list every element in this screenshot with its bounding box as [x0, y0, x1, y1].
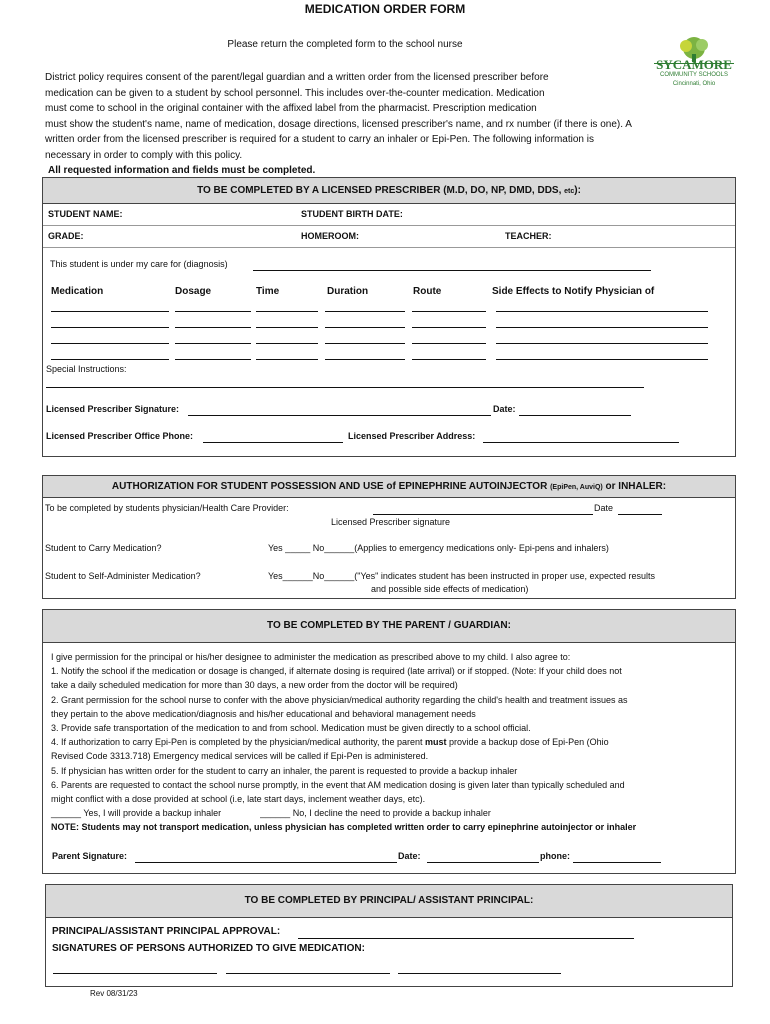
parent-item: 3. Provide safe transportation of the medication to and from school. Medication must be given directly to a school official. [51, 723, 531, 734]
prescriber-address-label: Licensed Prescriber Address: [348, 431, 476, 441]
principal-approval-field[interactable] [298, 938, 634, 939]
medication-field[interactable] [51, 359, 169, 360]
medication-field[interactable] [51, 311, 169, 312]
col-duration: Duration [327, 286, 369, 297]
parent-item-bold: must [425, 737, 447, 748]
parent-agreement [51, 650, 735, 835]
principal-header: TO BE COMPLETED BY PRINCIPAL/ ASSISTANT PRINCIPAL: [46, 885, 732, 918]
col-medication: Medication [51, 286, 104, 297]
prescriber-signature-field[interactable] [188, 415, 491, 416]
medication-field[interactable] [256, 327, 318, 328]
required-note: All requested information and fields must be completed. [48, 165, 316, 176]
medication-field[interactable] [325, 327, 405, 328]
medication-field[interactable] [175, 311, 251, 312]
medication-field[interactable] [256, 359, 318, 360]
parent-phone-field[interactable] [573, 862, 661, 863]
parent-item: might conflict with a dose provided at school (i.e, late start days, inclement weather days, etc). [51, 794, 426, 805]
policy-text [45, 70, 735, 179]
medication-field[interactable] [412, 343, 486, 344]
prescriber-section [42, 177, 736, 457]
medication-field[interactable] [412, 311, 486, 312]
grade-label: GRADE: [48, 231, 84, 241]
prescriber-date-field[interactable] [519, 415, 631, 416]
provider-date-label: Date [594, 503, 614, 513]
inhaler-no-option[interactable]: ______ No, I decline the need to provide a backup inhaler [260, 808, 491, 819]
parent-phone-label: phone: [540, 851, 570, 861]
parent-item: 1. Notify the school if the medication or dosage is changed, if alternate dosing is required (late arrival) or if stopped. (Note: If your child does not [51, 666, 622, 677]
provider-signature-caption: Licensed Prescriber signature [331, 517, 451, 527]
authorization-header [43, 476, 735, 498]
auth-header-small: (EpiPen, AuviQ) [550, 484, 603, 491]
inhaler-choice-row [51, 806, 735, 820]
prescriber-phone-field[interactable] [203, 442, 343, 443]
col-time: Time [256, 286, 280, 297]
principal-section [45, 884, 733, 987]
medication-field[interactable] [256, 311, 318, 312]
divider [43, 247, 735, 248]
birth-date-label: STUDENT BIRTH DATE: [301, 209, 403, 219]
parent-date-label: Date: [398, 851, 421, 861]
parent-note: NOTE: Students may not transport medication, unless physician has completed written order to carry epinephrine autoinjector or inhaler [51, 822, 637, 833]
teacher-label: TEACHER: [505, 231, 552, 241]
provider-label: To be completed by students physician/Health Care Provider: [45, 503, 289, 513]
col-side-effects: Side Effects to Notify Physician of [492, 286, 655, 297]
parent-header: TO BE COMPLETED BY THE PARENT / GUARDIAN: [43, 610, 735, 643]
prescriber-header [43, 178, 735, 204]
logo-name: SYCAMORE [656, 57, 732, 72]
prescriber-header-text: TO BE COMPLETED BY A LICENSED PRESCRIBER (M.D, DO, NP, DMD, DDS, [197, 185, 562, 196]
policy-line: necessary in order to comply with this policy. [45, 149, 243, 161]
homeroom-label: HOMEROOM: [301, 231, 359, 241]
parent-signature-field[interactable] [135, 862, 397, 863]
divider [43, 225, 735, 226]
parent-item: 6. Parents are requested to contact the school nurse promptly, in the event that AM medication dosing is given later than typically scheduled and [51, 779, 625, 790]
medication-field[interactable] [325, 311, 405, 312]
authorized-signatures-label: SIGNATURES OF PERSONS AUTHORIZED TO GIVE MEDICATION: [52, 943, 365, 954]
logo-sub: COMMUNITY SCHOOLS [660, 72, 728, 78]
policy-line: District policy requires consent of the parent/legal guardian and a written order from the licensed prescriber before [45, 72, 549, 83]
medication-field[interactable] [175, 359, 251, 360]
provider-date-field[interactable] [618, 514, 662, 515]
medication-field[interactable] [175, 343, 251, 344]
self-admin-label: Student to Self-Administer Medication? [45, 571, 201, 581]
medication-field[interactable] [325, 343, 405, 344]
carry-label: Student to Carry Medication? [45, 543, 162, 553]
authorization-section [42, 475, 736, 599]
prescriber-header-end: ): [574, 185, 581, 196]
policy-line: must show the student's name, name of medication, dosage directions, licensed prescriber's name, and rx number (if there is one). A [45, 118, 632, 130]
auth-header-end: or INHALER: [605, 481, 667, 492]
parent-item: Revised Code 3313.718) Emergency medical services will be called if Epi-Pen is administered. [51, 751, 429, 762]
logo-tag: Cincinnati, Ohio [672, 81, 716, 87]
medication-field[interactable] [412, 327, 486, 328]
authorized-signature-field-1[interactable] [53, 973, 217, 974]
parent-section [42, 609, 736, 874]
authorized-signature-field-2[interactable] [226, 973, 390, 974]
self-admin-options[interactable]: Yes______No______("Yes" indicates student has been instructed in proper use, expected results [268, 571, 655, 581]
form-subtitle: Please return the completed form to the school nurse [227, 39, 463, 50]
self-admin-options-cont: and possible side effects of medication) [371, 584, 529, 594]
provider-signature-field[interactable] [373, 514, 593, 515]
revision-date: Rev 08/31/23 [90, 989, 138, 998]
col-dosage: Dosage [175, 286, 212, 297]
parent-item: take a daily scheduled medication for more than 30 days, a new order from the doctor will be required) [51, 680, 458, 691]
medication-field[interactable] [325, 359, 405, 360]
form-title: MEDICATION ORDER FORM [304, 2, 466, 16]
col-route: Route [413, 286, 442, 297]
medication-field[interactable] [496, 327, 708, 328]
prescriber-date-label: Date: [493, 404, 516, 414]
policy-line: written order from the licensed prescriber is required for a student to carry an inhaler or Epi-Pen. The following information is [45, 134, 594, 145]
parent-item: 5. If physician has written order for the student to carry an inhaler, the parent is requested to provide a backup inhaler [51, 765, 518, 776]
special-instructions-label: Special Instructions: [46, 364, 127, 374]
inhaler-yes-option[interactable]: ______ Yes, I will provide a backup inhaler [51, 808, 222, 819]
principal-approval-label: PRINCIPAL/ASSISTANT PRINCIPAL APPROVAL: [52, 926, 281, 937]
parent-item: 2. Grant permission for the school nurse to confer with the above physician/medical authority regarding the child's health and treatment issues as [51, 694, 628, 705]
parent-intro: I give permission for the principal or his/her designee to administer the medication as prescribed above to my child. I also agree to: [51, 652, 571, 662]
authorized-signature-field-3[interactable] [398, 973, 561, 974]
prescriber-header-etc: etc [564, 188, 575, 195]
parent-item-text: provide a backup dose of Epi-Pen (Ohio [446, 737, 609, 748]
special-instructions-field[interactable] [46, 387, 644, 388]
parent-signature-label: Parent Signature: [52, 851, 128, 861]
diagnosis-label: This student is under my care for (diagnosis) [50, 259, 228, 269]
medication-field[interactable] [51, 327, 169, 328]
policy-line: medication can be given to a student by school personnel. This includes over-the-counter medication. Medication [45, 87, 545, 99]
policy-line: must come to school in the original container with the affixed label from the pharmacist. Prescription medication [45, 103, 537, 114]
medication-field[interactable] [496, 343, 708, 344]
prescriber-phone-label: Licensed Prescriber Office Phone: [46, 431, 194, 441]
auth-header-text: AUTHORIZATION FOR STUDENT POSSESSION AND USE of EPINEPHRINE AUTOINJECTOR [111, 481, 548, 492]
prescriber-signature-label: Licensed Prescriber Signature: [46, 404, 180, 414]
medication-field[interactable] [496, 311, 708, 312]
medication-field[interactable] [496, 359, 708, 360]
medication-field[interactable] [51, 343, 169, 344]
medication-field[interactable] [412, 359, 486, 360]
prescriber-address-field[interactable] [483, 442, 679, 443]
parent-date-field[interactable] [427, 862, 539, 863]
parent-item: they pertain to the above medication/diagnosis and his/her educational and behavioral management needs [51, 708, 476, 719]
medication-field[interactable] [256, 343, 318, 344]
diagnosis-field[interactable] [253, 270, 651, 271]
carry-options[interactable]: Yes _____ No______(Applies to emergency medications only- Epi-pens and inhalers) [268, 543, 609, 553]
parent-item-text: 4. If authorization to carry Epi-Pen is completed by the physician/medical authority, the parent [51, 737, 426, 748]
student-name-label: STUDENT NAME: [48, 209, 123, 219]
parent-item [51, 735, 735, 749]
medication-field[interactable] [175, 327, 251, 328]
